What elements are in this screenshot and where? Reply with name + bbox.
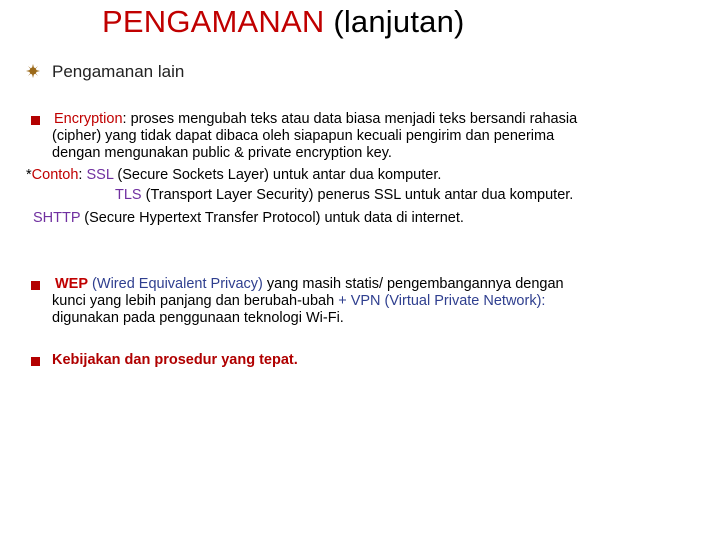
wep-desc: (Wired Equivalent Privacy) — [88, 276, 263, 292]
wep-line-2 — [52, 293, 545, 310]
kebijakan-line: Kebijakan dan prosedur yang tepat. — [52, 352, 298, 368]
encryption-desc-1: : proses mengubah teks atau data biasa menjadi teks bersandi rahasia — [122, 111, 578, 127]
contoh-prefix: * — [26, 167, 32, 183]
sun-bullet-icon — [26, 64, 40, 78]
shttp-desc: (Secure Hypertext Transfer Protocol) untuk data di internet. — [80, 210, 464, 226]
ssl-desc: (Secure Sockets Layer) untuk antar dua komputer. — [113, 167, 442, 183]
encryption-term: Encryption — [54, 111, 123, 127]
square-bullet-icon — [31, 116, 40, 125]
title-main: PENGAMANAN — [102, 4, 325, 39]
contoh-label: Contoh — [31, 167, 79, 183]
shttp-term: SHTTP — [33, 210, 81, 226]
shttp-line — [33, 210, 464, 227]
wep-term: WEP — [55, 276, 89, 292]
contoh-colon: : — [78, 167, 87, 183]
page-title — [102, 4, 465, 40]
tls-term: TLS — [115, 187, 142, 203]
encryption-line-3: dengan mengunakan public & private encryption key. — [52, 145, 392, 161]
square-bullet-icon — [31, 357, 40, 366]
tls-desc: (Transport Layer Security) penerus SSL untuk antar dua komputer. — [141, 187, 574, 203]
square-bullet-icon — [31, 281, 40, 290]
vpn-text: + VPN (Virtual Private Network): — [338, 293, 546, 309]
wep-rest: yang masih statis/ pengembangannya dengan — [262, 276, 564, 292]
contoh-line — [26, 167, 441, 184]
encryption-line-2: (cipher) yang tidak dapat dibaca oleh siapapun kecuali pengirim dan penerima — [52, 128, 555, 144]
wep-line-2a: kunci yang lebih panjang dan berubah-ubah — [52, 293, 339, 309]
section-heading: Pengamanan lain — [52, 62, 185, 81]
wep-line-3: digunakan pada penggunaan teknologi Wi-Fi. — [52, 310, 344, 326]
ssl-term: SSL — [86, 167, 114, 183]
encryption-line-1 — [54, 111, 577, 128]
title-sub: (lanjutan) — [333, 4, 465, 39]
wep-line-1 — [55, 276, 564, 293]
tls-line — [115, 187, 573, 204]
